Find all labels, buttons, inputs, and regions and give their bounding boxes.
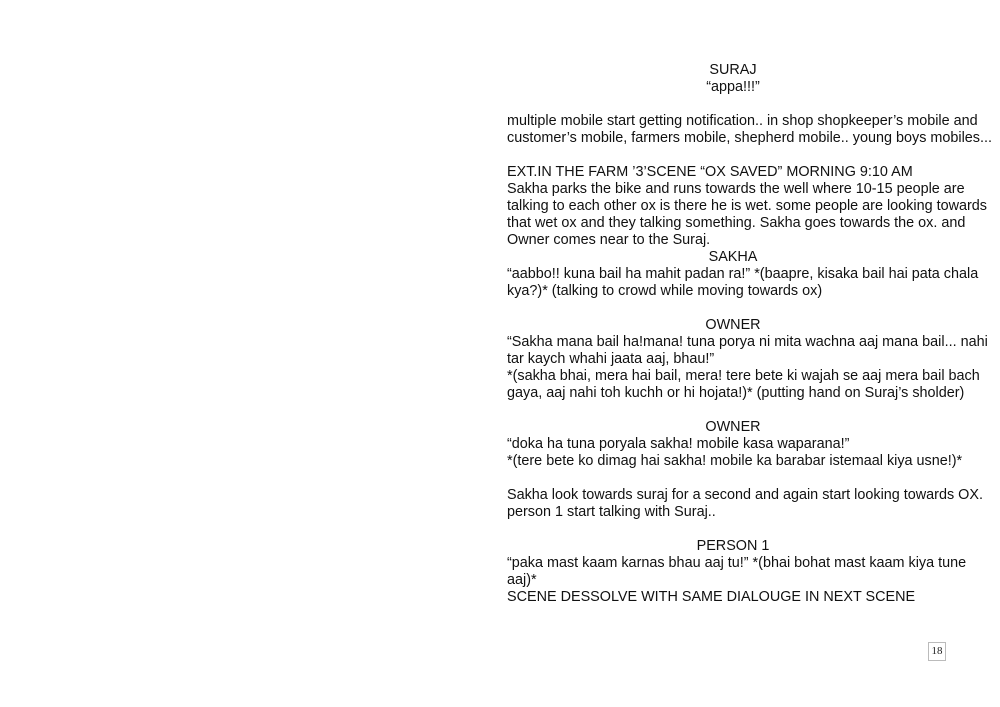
action-line: talking to each other ox is there he is wet. some people are looking towards [507, 198, 987, 214]
action-line: that wet ox and they talking something. Sakha goes towards the ox. and [507, 215, 966, 231]
action-line: customer’s mobile, farmers mobile, shepherd mobile.. young boys mobiles... [507, 130, 992, 146]
spacer [507, 96, 959, 113]
character-name-sakha: SAKHA [708, 249, 758, 265]
dialogue-owner: gaya, aaj nahi toh kuchh or hi hojata!)* (putting hand on Suraj’s sholder) [507, 385, 965, 401]
character-name-owner: OWNER [705, 317, 761, 333]
spacer [507, 521, 959, 538]
dialogue-person1: “paka mast kaam karnas bhau aaj tu!” *(bhai bohat mast kaam kiya tune [507, 555, 967, 571]
character-name-suraj: SURAJ [709, 62, 757, 78]
dialogue-owner: “doka ha tuna poryala sakha! mobile kasa waparana!” [507, 436, 850, 452]
action-line: Sakha look towards suraj for a second and again start looking towards OX. [507, 487, 983, 503]
page-number: 18 [928, 642, 946, 661]
script-page [507, 62, 992, 606]
dialogue-sakha: “aabbo!! kuna bail ha mahit padan ra!” *(baapre, kisaka bail hai pata chala [507, 266, 979, 282]
character-name-owner: OWNER [705, 419, 761, 435]
scene-heading: EXT.IN THE FARM ’3’SCENE “OX SAVED” MORNING 9:10 AM [507, 164, 913, 180]
dialogue-owner: *(tere bete ko dimag hai sakha! mobile ka barabar istemaal kiya usne!)* [507, 453, 963, 469]
spacer [507, 470, 959, 487]
action-line: person 1 start talking with Suraj.. [507, 504, 716, 520]
spacer [507, 147, 959, 164]
spacer [507, 402, 959, 419]
dialogue-suraj: “appa!!!” [706, 79, 760, 95]
dialogue-owner: *(sakha bhai, mera hai bail, mera! tere bete ki wajah se aaj mera bail bach [507, 368, 980, 384]
dialogue-sakha: kya?)* (talking to crowd while moving towards ox) [507, 283, 823, 299]
spacer [507, 300, 959, 317]
dialogue-owner: “Sakha mana bail ha!mana! tuna porya ni mita wachna aaj mana bail... nahi [507, 334, 988, 350]
dialogue-owner: tar kaych whahi jaata aaj, bhau!” [507, 351, 715, 367]
character-name-person1: PERSON 1 [696, 538, 770, 554]
action-line: Sakha parks the bike and runs towards the well where 10-15 people are [507, 181, 965, 197]
transition-line: SCENE DESSOLVE WITH SAME DIALOUGE IN NEXT SCENE [507, 589, 916, 605]
action-line: Owner comes near to the Suraj. [507, 232, 711, 248]
dialogue-person1: aaj)* [507, 572, 537, 588]
action-line: multiple mobile start getting notification.. in shop shopkeeper’s mobile and [507, 113, 978, 129]
